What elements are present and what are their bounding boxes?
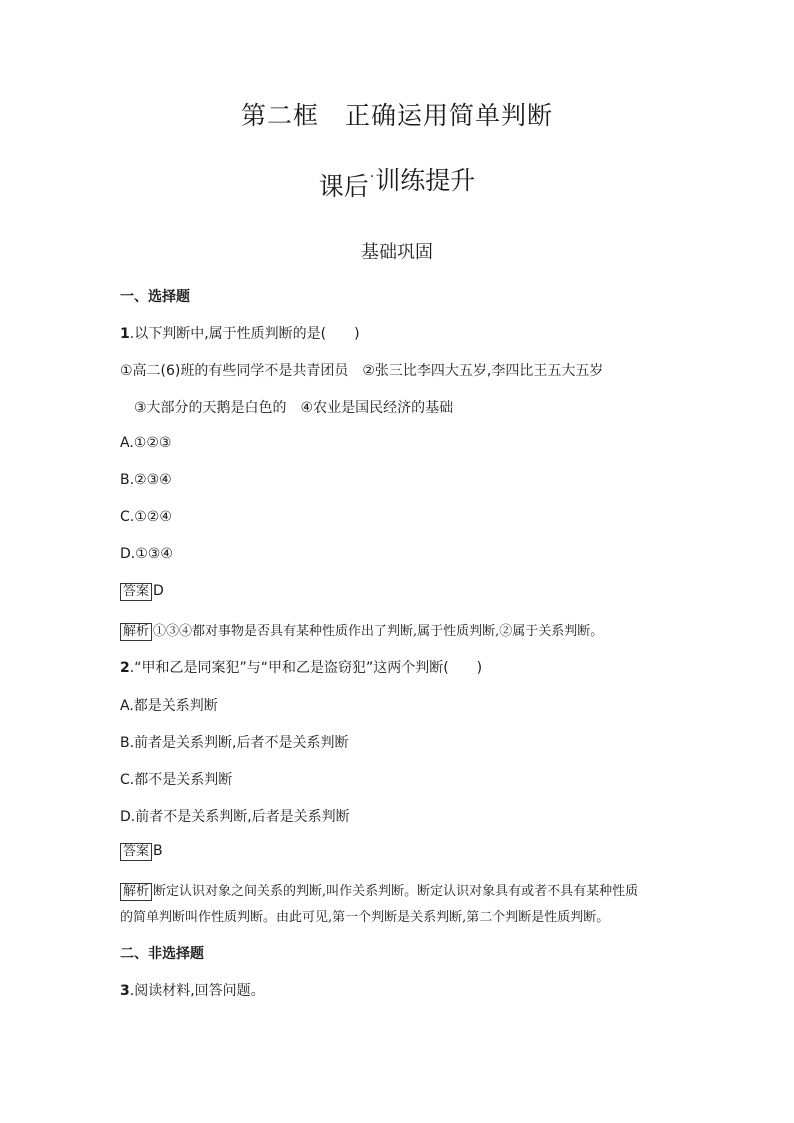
q1-number: 1 (120, 326, 130, 342)
answer-label-box: 答案 (120, 843, 152, 861)
q2-option-c: C.都不是关系判断 (120, 772, 233, 788)
q2-stem (120, 657, 482, 677)
q1-option-d: D.①③④ (120, 546, 173, 562)
q1-option-a: A.①②③ (120, 435, 172, 451)
analysis-label-box: 解析 (120, 623, 152, 641)
part2-heading: 二、非选择题 (120, 946, 204, 962)
q1-items-line2: ③大部分的天鹅是白色的 ④农业是国民经济的基础 (134, 400, 454, 416)
q1-analysis-text: ①③④都对事物是否具有某种性质作出了判断,属于性质判断,②属于关系判断。 (153, 624, 604, 639)
q3-stem-text: .阅读材料,回答问题。 (129, 983, 265, 999)
q2-answer (120, 843, 163, 861)
q1-option-c: C.①②④ (120, 509, 172, 525)
subtitle-right: 训练提升 (375, 166, 476, 195)
q3-stem (120, 980, 265, 1000)
page-title: 第二框 正确运用简单判断 (240, 101, 553, 130)
section-title: 基础巩固 (361, 242, 433, 263)
q2-analysis-line2: 的简单判断叫作性质判断。由此可见,第一个判断是关系判断,第二个判断是性质判断。 (120, 910, 610, 925)
analysis-label-box: 解析 (120, 883, 152, 901)
answer-label-box: 答案 (120, 583, 152, 601)
q1-items-line1: ①高二(6)班的有些同学不是共青团员 ②张三比李四大五岁,李四比王五大五岁 (120, 363, 604, 379)
q2-analysis-line1 (120, 880, 638, 901)
subtitle-left: 课后 (318, 172, 369, 201)
q1-stem (120, 323, 360, 343)
q2-answer-value: B (153, 843, 163, 859)
q2-option-a: A.都是关系判断 (120, 698, 218, 714)
q2-number: 2 (120, 660, 130, 676)
subtitle-dot: · (369, 169, 375, 185)
q2-option-d: D.前者不是关系判断,后者是关系判断 (120, 809, 350, 825)
q1-answer (120, 583, 164, 601)
q1-analysis (120, 620, 603, 641)
q1-option-b: B.②③④ (120, 472, 172, 488)
q2-option-b: B.前者是关系判断,后者不是关系判断 (120, 735, 349, 751)
part1-heading: 一、选择题 (120, 289, 190, 305)
q3-number: 3 (120, 983, 130, 999)
q2-analysis-text-1: 断定认识对象之间关系的判断,叫作关系判断。断定认识对象具有或者不具有某种性质 (153, 884, 639, 899)
q1-answer-value: D (153, 583, 164, 599)
q1-stem-text: .以下判断中,属于性质判断的是( ) (129, 326, 360, 342)
q2-stem-text: .“甲和乙是同案犯”与“甲和乙是盗窃犯”这两个判断( ) (129, 660, 483, 676)
page-subtitle (0, 167, 794, 203)
